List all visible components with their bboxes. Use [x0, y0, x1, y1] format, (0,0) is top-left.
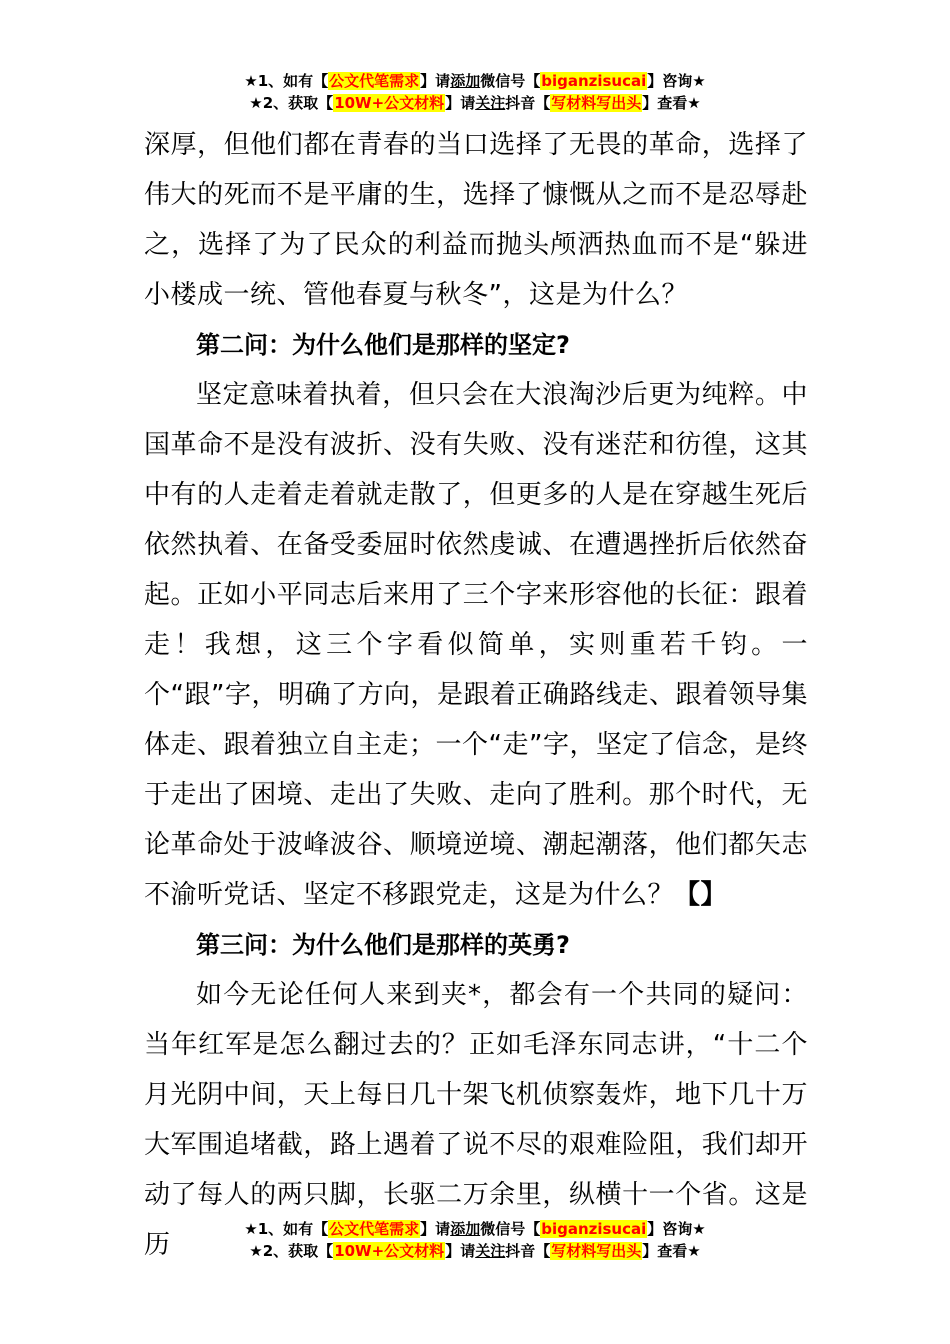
banner-line-1: [0, 1218, 950, 1240]
banner-text: 】请: [445, 1242, 476, 1260]
banner-highlight: biganzisucai: [541, 1220, 647, 1238]
banner-highlight: 写材料写出头: [551, 1242, 642, 1260]
banner-text: 】查看★: [642, 94, 701, 112]
banner-text: 微信号【: [480, 72, 541, 90]
section-heading-3: 第三问：为什么他们是那样的英勇?: [196, 931, 570, 959]
banner-text: 】请: [420, 1220, 451, 1238]
paragraph-2-text: 坚定意味着执着，但只会在大浪淘沙后更为纯粹。中国革命不是没有波折、没有失败、没有迷茫和彷徨，这其中有的人走着走着就走散了，但更多的人是在穿越生死后依然执着、在备受委屈时依然虔诚、在遭遇挫折后依然奋起。正如小平同志后来用了三个字来形容他的长征：跟着走！我想，这三个字看似简单，实则重若千钧。一个“跟”字，明确了方向，是跟着正确路线走、跟着领导集体走、跟着独立自主走；一个“走”字，坚定了信念，是终于走出了困境、走出了失败、走向了胜利。那个时代，无论革命处于波峰波谷、顺境逆境、潮起潮落，他们都矢志不渝听党话、坚定不移跟党走，这是为什么？: [144, 380, 808, 910]
banner-highlight: biganzisucai: [541, 72, 647, 90]
banner-highlight: 公文代笔需求: [329, 72, 420, 90]
banner-text: 】请: [445, 94, 476, 112]
paragraph-1: 深厚，但他们都在青春的当口选择了无畏的革命，选择了伟大的死而不是平庸的生，选择了慷慨从之而不是忍辱赴之，选择了为了民众的利益而抛头颅洒热血而不是“躲进小楼成一统、管他春夏与秋冬”，这是为什么？: [144, 130, 808, 310]
banner-text: 抖音【: [505, 1242, 551, 1260]
paragraph-3: 如今无论任何人来到夹*，都会有一个共同的疑问：当年红军是怎么翻过去的？正如毛泽东同志讲，“十二个月光阴中间，天上每日几十架飞机侦察轰炸，地下几十万大军围追堵截，路上遇着了说不尽的艰难险阻，我们却开动了每人的两只脚，长驱二万余里，纵横十一个省。这是历: [144, 980, 808, 1260]
banner-text: 抖音【: [505, 94, 551, 112]
banner-text: ★2、获取【: [249, 94, 334, 112]
paragraph-2: [144, 370, 808, 920]
banner-text: ★2、获取【: [249, 1242, 334, 1260]
banner-emphasis: 关注: [475, 1242, 506, 1260]
banner-text: 】请: [420, 72, 451, 90]
banner-highlight: 写材料写出头: [551, 94, 642, 112]
banner-emphasis: 添加: [450, 1220, 481, 1238]
banner-line-2: [0, 92, 950, 114]
banner-emphasis: 关注: [475, 94, 506, 112]
banner-line-1: [0, 70, 950, 92]
banner-line-2: [0, 1240, 950, 1262]
banner-text: 】咨询★: [647, 72, 706, 90]
footer-banner: [0, 1218, 950, 1262]
banner-emphasis: 添加: [450, 72, 481, 90]
banner-text: 】咨询★: [647, 1220, 706, 1238]
banner-text: ★1、如有【: [244, 72, 329, 90]
paragraph-2-mark: 【】: [674, 880, 728, 910]
section-heading-2: 第二问：为什么他们是那样的坚定?: [196, 331, 570, 359]
banner-text: 微信号【: [480, 1220, 541, 1238]
banner-highlight: 10W+公文材料: [334, 1242, 445, 1260]
banner-highlight: 公文代笔需求: [329, 1220, 420, 1238]
document-body: [144, 120, 808, 1270]
banner-text: 】查看★: [642, 1242, 701, 1260]
banner-highlight: 10W+公文材料: [334, 94, 445, 112]
header-banner: [0, 70, 950, 114]
banner-text: ★1、如有【: [244, 1220, 329, 1238]
